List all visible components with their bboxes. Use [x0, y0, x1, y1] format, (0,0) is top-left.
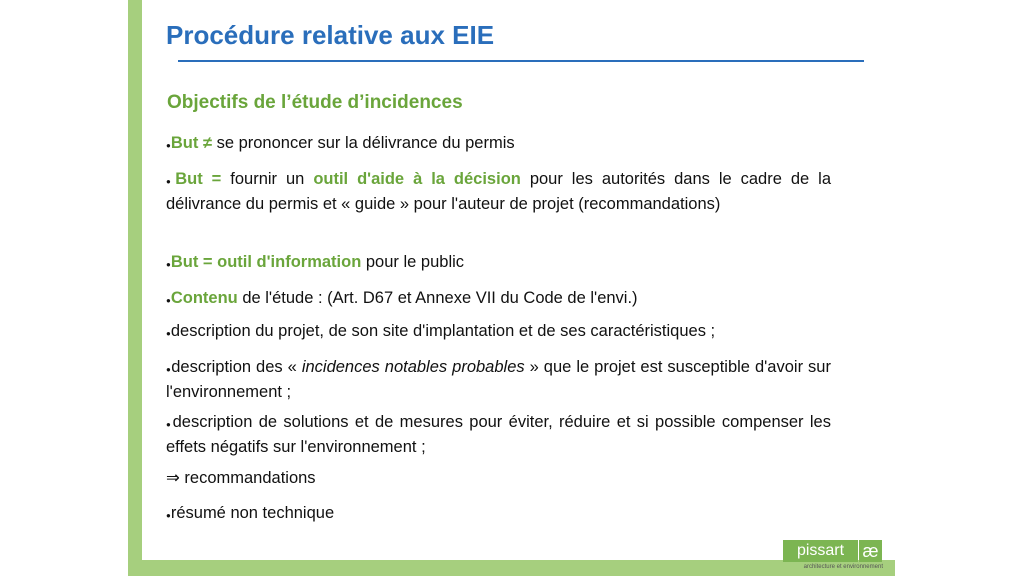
bullet-icon: ● — [166, 329, 171, 338]
bullet-highlight: outil d'aide à la décision — [313, 170, 521, 188]
slide-subtitle: Objectifs de l’étude d’incidences — [167, 92, 463, 113]
bullet-contenu — [166, 287, 831, 312]
bullet-text: se prononcer sur la délivrance du permis — [211, 134, 515, 152]
logo-tagline: architecture et environnement — [803, 564, 883, 570]
title-underline — [178, 60, 864, 62]
bullet-text: fournir un — [221, 170, 314, 188]
bullet-text: description de solutions et de mesures pour éviter, réduire et si possible compenser les effets négatifs sur l'environnement ; — [166, 413, 831, 456]
bullet-label: Contenu — [170, 289, 238, 307]
bullet-icon: ● — [166, 260, 171, 269]
bullet-but-information — [166, 251, 831, 276]
bullet-text: de l'étude : (Art. D67 et Annexe VII du Code de l'envi.) — [237, 289, 638, 307]
bullet-text: description du projet, de son site d'implantation et de ses caractéristiques ; — [170, 322, 716, 340]
bullet-icon: ● — [166, 296, 171, 305]
bullet-label: But ≠ — [170, 134, 212, 152]
bullet-text: » que le projet est susceptible d'avoir sur l'environnement ; — [166, 358, 831, 401]
slide-title: Procédure relative aux EIE — [166, 20, 495, 50]
bullet-icon: ● — [166, 141, 171, 150]
bullet-label: But = outil d'information — [170, 253, 362, 271]
bullet-text: résumé non technique — [170, 504, 335, 522]
logo-ae-mark: æ — [859, 540, 882, 562]
bullet-icon: ● — [166, 420, 173, 429]
left-frame-bar — [128, 0, 142, 576]
bullet-icon: ● — [166, 511, 171, 520]
bullet-description-projet — [166, 320, 831, 345]
bullet-icon: ● — [166, 365, 172, 374]
implies-arrow-icon: ⇒ — [166, 469, 180, 487]
bullet-icon: ● — [166, 177, 176, 186]
bullet-text: recommandations — [179, 469, 316, 487]
bullet-recommandations — [166, 467, 831, 489]
bullet-resume — [166, 502, 831, 527]
logo-wordmark: pissart — [783, 540, 858, 562]
bullet-text: pour le public — [361, 253, 465, 271]
bullet-text: description des « — [171, 358, 302, 376]
bullet-but-tool — [166, 168, 831, 215]
pissart-logo — [783, 540, 883, 572]
bullet-description-incidences — [166, 356, 831, 403]
bottom-frame-bar — [128, 560, 895, 576]
bullet-but-not — [166, 132, 831, 157]
bullet-italic: incidences notables probables — [301, 358, 525, 376]
bullet-description-solutions — [166, 411, 831, 458]
bullet-label: But = — [175, 170, 222, 188]
bullet-text: pour les autorités dans le cadre de la délivrance du permis et « guide » pour l'auteur de projet (recommandations) — [166, 170, 832, 213]
